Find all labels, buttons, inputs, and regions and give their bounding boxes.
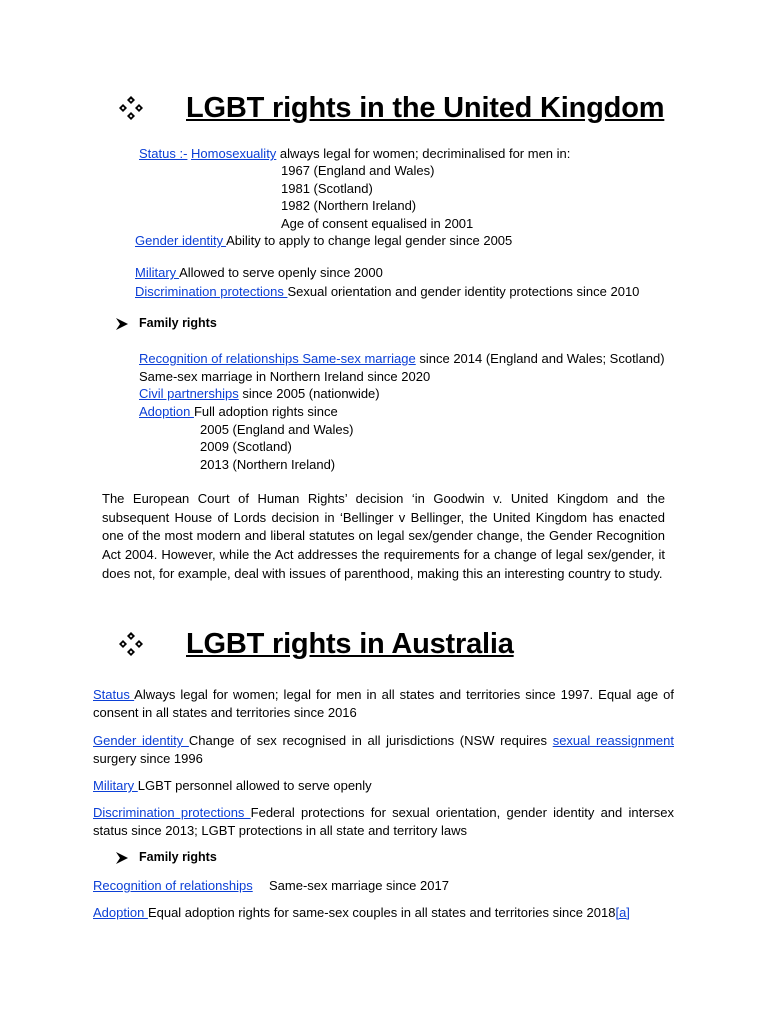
au-gender-identity-link[interactable]: Gender identity [93,733,189,748]
au-gender-identity-block [93,732,674,767]
recognition-link[interactable]: Recognition of relationships Same-sex marriage [139,351,416,366]
discrimination-link[interactable]: Discrimination protections [135,284,288,299]
discrimination-text: Sexual orientation and gender identity protections since 2010 [287,284,640,299]
au-discrimination-text: Federal protections for sexual orientation, gender identity and intersex status since 2013; LGBT protections in all state and territory laws [93,805,674,838]
adoption-year-3: 2013 (Northern Ireland) [200,457,336,472]
uk-military-line [135,264,383,281]
uk-heading: LGBT rights in the United Kingdom [186,92,665,124]
military-link[interactable]: Military [135,265,180,280]
au-military-link[interactable]: Military [93,778,138,793]
gender-identity-link[interactable]: Gender identity [135,233,227,248]
au-heading: LGBT rights in Australia [186,628,514,660]
military-text: Allowed to serve openly since 2000 [179,265,383,280]
au-adoption-link[interactable]: Adoption [93,905,148,920]
adoption-link[interactable]: Adoption [139,404,194,419]
au-military-line [93,777,372,794]
civil-text: since 2005 (nationwide) [238,386,380,401]
arrowhead-icon [116,852,128,864]
au-military-text: LGBT personnel allowed to serve openly [137,778,372,793]
status-year-4: Age of consent equalised in 2001 [281,216,474,231]
uk-recognition-line [139,350,665,367]
au-recognition-link-text[interactable]: Recognition of relationships [93,878,253,893]
uk-adoption-line [139,403,338,420]
four-diamond-icon [118,95,144,121]
au-status-text: Always legal for women; legal for men in all states and territories since 1997. Equal age of consent in all states and territories since 2016 [93,687,674,720]
au-status-link[interactable]: Status [93,687,135,702]
status-year-2: 1981 (Scotland) [281,181,373,196]
au-adoption-line [93,904,630,921]
status-year-3: 1982 (Northern Ireland) [281,198,417,213]
civil-partnerships-link[interactable]: Civil partnerships [139,386,239,401]
uk-family-rights-label: Family rights [139,316,217,330]
au-recognition-text: Same-sex marriage since 2017 [269,878,449,893]
arrowhead-icon [116,318,128,330]
au-adoption-text: Equal adoption rights for same-sex couples in all states and territories since 2018 [147,905,616,920]
status-text: always legal for women; decriminalised for men in: [276,146,571,161]
au-discrimination-block [93,804,674,839]
adoption-year-1: 2005 (England and Wales) [200,422,354,437]
uk-civil-line [139,385,380,402]
recognition-text: since 2014 (England and Wales; Scotland) [415,351,665,366]
uk-gender-identity-line [135,232,512,249]
uk-discrimination-line [135,283,639,300]
ni-marriage-text: Same-sex marriage in Northern Ireland since 2020 [139,369,431,384]
uk-status-line [139,145,570,162]
uk-paragraph: The European Court of Human Rights’ decision ‘in Goodwin v. United Kingdom and the subsequent House of Lords decision in ‘Bellinger v Bellinger, the United Kingdom has enacted one of the most modern and liberal statutes on legal sex/gender change, the Gender Recognition Act 2004. However, while the Act addresses the requirements for a change of legal sex/gender, it does not, for example, deal with issues of parenthood, making this an interesting country to study. [102,491,665,581]
status-link[interactable]: Status :- [139,146,188,161]
au-recognition-link [93,877,253,894]
au-status-block [93,686,674,721]
au-gender-identity-text2: surgery since 1996 [93,750,203,766]
four-diamond-icon [118,631,144,657]
sexual-reassignment-link[interactable]: sexual reassignment [552,733,674,748]
au-gender-identity-text: Change of sex recognised in all jurisdictions (NSW requires [188,733,553,748]
gender-identity-text: Ability to apply to change legal gender since 2005 [226,233,513,248]
footnote-link[interactable]: [a] [615,905,630,920]
au-discrimination-link[interactable]: Discrimination protections [93,805,251,820]
adoption-text: Full adoption rights since [193,404,338,419]
homosexuality-link[interactable]: Homosexuality [191,146,277,161]
au-family-rights-label: Family rights [139,850,217,864]
status-year-1: 1967 (England and Wales) [281,163,435,178]
adoption-year-2: 2009 (Scotland) [200,439,292,454]
